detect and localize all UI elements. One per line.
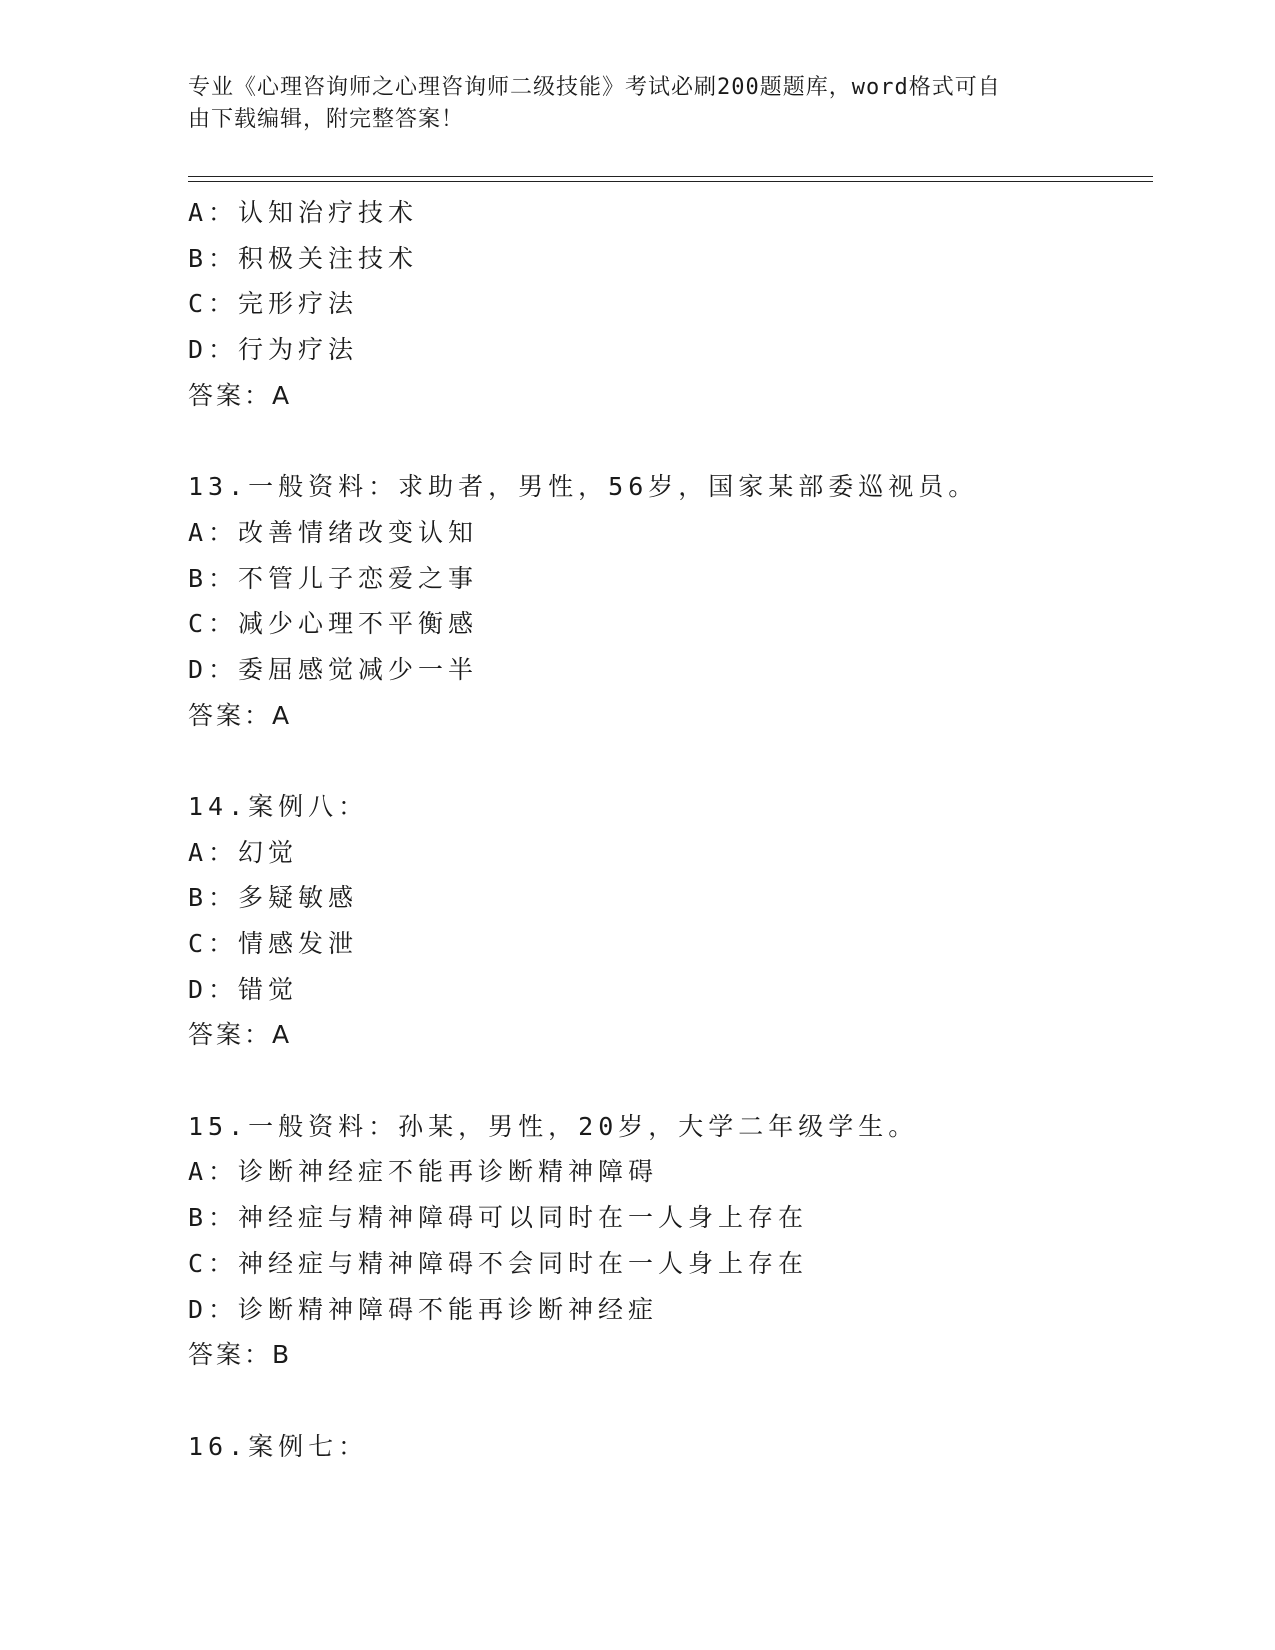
spacer	[188, 418, 1148, 464]
question-block	[188, 1104, 1148, 1378]
question-block	[188, 464, 1148, 738]
option-b: B：积极关注技术	[188, 243, 419, 273]
option-a: A：诊断神经症不能再诊断精神障碍	[188, 1157, 659, 1187]
option-b: B：不管儿子恋爱之事	[188, 563, 479, 593]
question-text: 15.一般资料：孙某，男性，20岁，大学二年级学生。	[188, 1111, 919, 1141]
header-line-2: 由下载编辑，附完整答案！	[188, 107, 465, 132]
option-c: C：完形疗法	[188, 289, 359, 319]
option-c: C：情感发泄	[188, 929, 359, 958]
question-list	[188, 190, 1148, 1469]
option-d: D：委屈感觉减少一半	[188, 654, 479, 684]
option-b: B：神经症与精神障碍可以同时在一人身上存在	[188, 1203, 809, 1233]
question-block	[188, 784, 1148, 1058]
spacer	[188, 1378, 1148, 1424]
question-text: 13.一般资料：求助者，男性，56岁，国家某部委巡视员。	[188, 472, 979, 502]
answer-line: 答案：A	[188, 1020, 293, 1050]
header-divider-top	[188, 176, 1153, 177]
option-a: A：幻觉	[188, 837, 299, 867]
option-a: A：改善情绪改变认知	[188, 517, 479, 547]
document-header	[188, 72, 1088, 136]
answer-line: 答案：A	[188, 380, 293, 410]
spacer	[188, 1058, 1148, 1104]
header-line-1: 专业《心理咨询师之心理咨询师二级技能》考试必刷200题题库，word格式可自	[188, 75, 1001, 100]
option-c: C：神经症与精神障碍不会同时在一人身上存在	[188, 1248, 809, 1278]
option-d: D：错觉	[188, 974, 299, 1004]
option-c: C：减少心理不平衡感	[188, 609, 479, 639]
spacer	[188, 738, 1148, 784]
answer-line: 答案：A	[188, 700, 293, 730]
answer-line: 答案：B	[188, 1340, 293, 1370]
question-text: 16.案例七：	[188, 1431, 369, 1461]
option-d: D：诊断精神障碍不能再诊断神经症	[188, 1294, 659, 1324]
question-block	[188, 190, 1148, 418]
option-d: D：行为疗法	[188, 335, 359, 365]
question-text: 14.案例八：	[188, 791, 369, 821]
option-b: B：多疑敏感	[188, 883, 359, 913]
option-a: A：认知治疗技术	[188, 198, 419, 227]
header-divider-bottom	[188, 181, 1153, 182]
